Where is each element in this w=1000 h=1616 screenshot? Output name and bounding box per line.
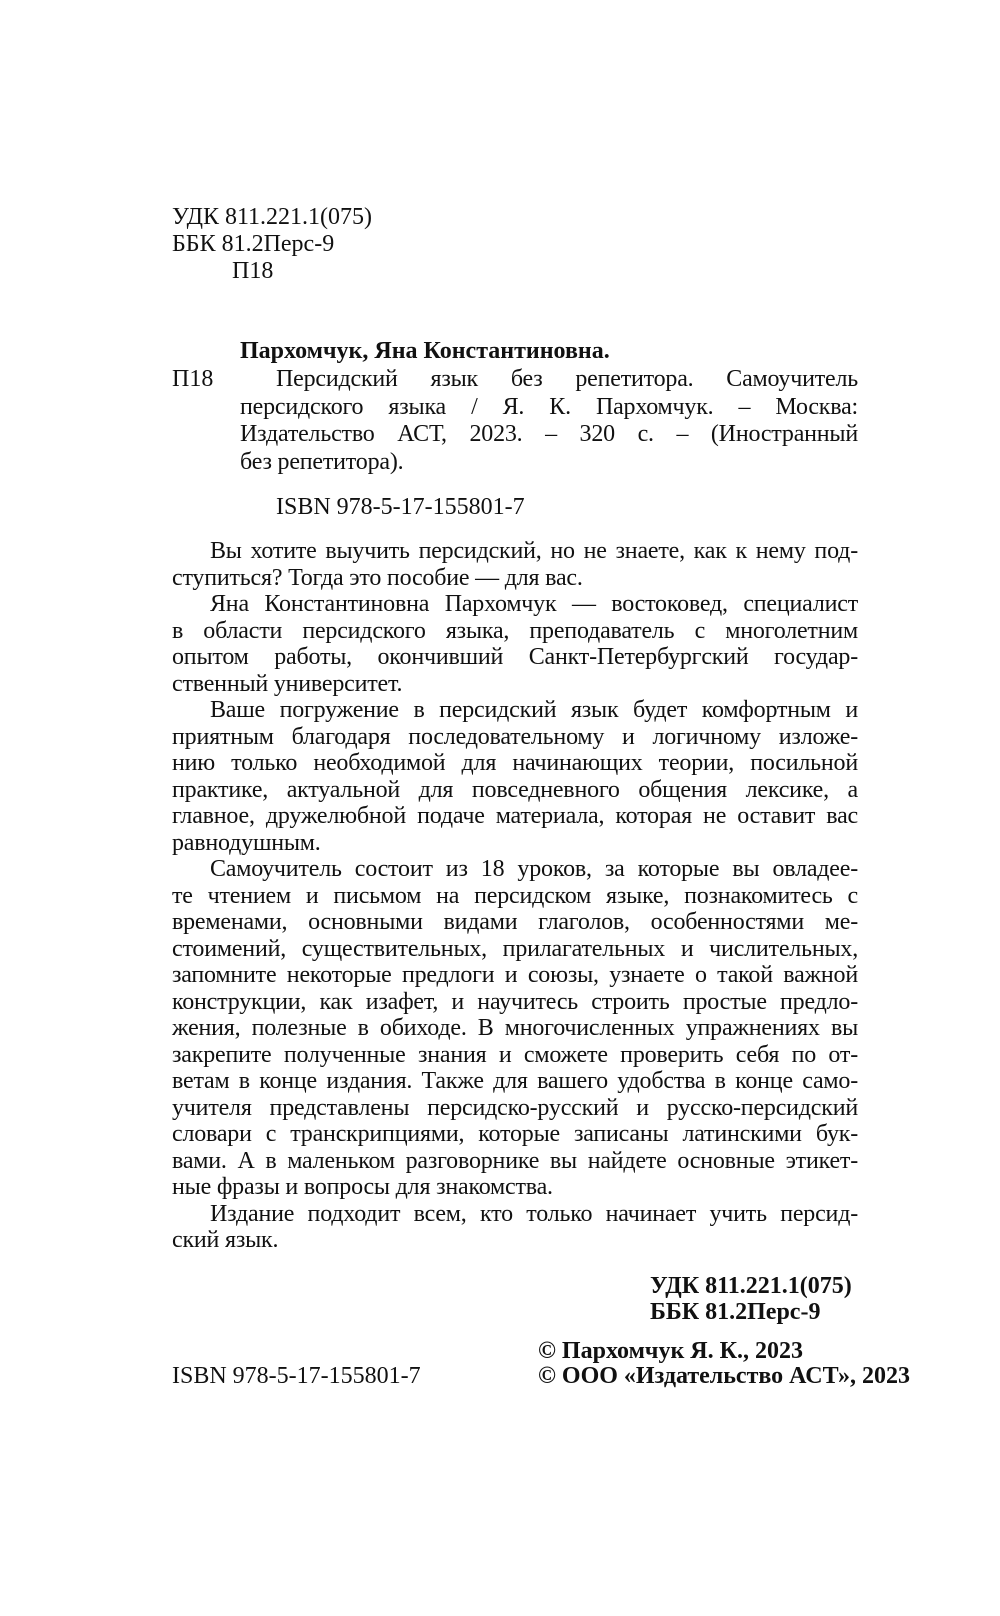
card-line: персидского языка / Я. К. Пархомчук. – Москва: <box>240 393 858 420</box>
paragraph-line: Ваше погружение в персидский язык будет комфортным и <box>210 697 858 723</box>
copyright-author: © Пархомчук Я. К., 2023 <box>538 1338 804 1364</box>
paragraph-line: ский язык. <box>172 1227 279 1253</box>
footer-bbk: ББК 81.2Перс-9 <box>650 1299 821 1325</box>
paragraph-line: нию только необходимой для начинающих теории, посильной <box>172 750 858 776</box>
card-isbn: ISBN 978-5-17-155801-7 <box>276 494 525 520</box>
copyright-publisher: © ООО «Издательство АСТ», 2023 <box>538 1363 911 1389</box>
paragraph-line: практике, актуальной для повседневного общения лексике, а <box>172 776 858 803</box>
paragraph-line: Яна Константиновна Пархомчук — востоковед, специалист <box>210 591 858 617</box>
paragraph-line: словари с транскрипциями, которые записаны латинскими бук- <box>172 1121 858 1147</box>
paragraph-line: ственный университет. <box>172 670 403 697</box>
paragraph-line: закрепите полученные знания и сможете проверить себя по от- <box>172 1041 858 1068</box>
paragraph-line: вами. А в маленьком разговорнике вы найдете основные этикет- <box>172 1147 858 1174</box>
paragraph-line: равнодушным. <box>172 829 321 856</box>
paragraph-line: Самоучитель состоит из 18 уроков, за которые вы овладее- <box>210 856 858 882</box>
card-author: Пархомчук, Яна Константиновна. <box>240 338 610 364</box>
paragraph-line: главное, дружелюбной подаче материала, которая не оставит вас <box>172 803 858 829</box>
paragraph-line: ветам в конце издания. Также для вашего удобства в конце само- <box>172 1068 858 1094</box>
paragraph-line: жения, полезные в обиходе. В многочисленных упражнениях вы <box>172 1015 858 1041</box>
card-line: Персидский язык без репетитора. Самоучитель <box>276 366 858 392</box>
paragraph-line: временами, основными видами глаголов, особенностями ме- <box>172 909 858 935</box>
bbk-code: ББК 81.2Перс-9 <box>172 231 335 257</box>
paragraph-line: в области персидского языка, преподаватель с многолетним <box>172 617 858 644</box>
paragraph-line: ступиться? Тогда это пособие — для вас. <box>172 564 583 591</box>
paragraph-line: Вы хотите выучить персидский, но не знаете, как к нему под- <box>210 538 858 564</box>
card-line: без репетитора). <box>240 448 404 475</box>
udk-code: УДК 811.221.1(075) <box>172 204 373 230</box>
card-code: П18 <box>172 366 214 392</box>
footer-isbn: ISBN 978-5-17-155801-7 <box>172 1363 421 1389</box>
paragraph-line: Издание подходит всем, кто только начинает учить персид- <box>210 1200 858 1227</box>
paragraph-line: учителя представлены персидско-русский и русско-персидский <box>172 1094 858 1121</box>
paragraph-line: стоимений, существительных, прилагательных и числительных, <box>172 935 858 962</box>
author-mark: П18 <box>232 258 274 284</box>
paragraph-line: конструкции, как изафет, и научитесь строить простые предло- <box>172 988 858 1015</box>
paragraph-line: те чтением и письмом на персидском языке, познакомитесь с <box>172 882 858 909</box>
paragraph-line: приятным благодаря последовательному и логичному изложе- <box>172 723 858 750</box>
footer-udk: УДК 811.221.1(075) <box>650 1273 852 1299</box>
card-line: Издательство АСТ, 2023. – 320 с. – (Иностранный <box>240 421 858 447</box>
paragraph-line: ные фразы и вопросы для знакомства. <box>172 1174 553 1200</box>
paragraph-line: опытом работы, окончивший Санкт-Петербургский государ- <box>172 644 858 670</box>
paragraph-line: запомните некоторые предлоги и союзы, узнаете о такой важной <box>172 962 858 988</box>
